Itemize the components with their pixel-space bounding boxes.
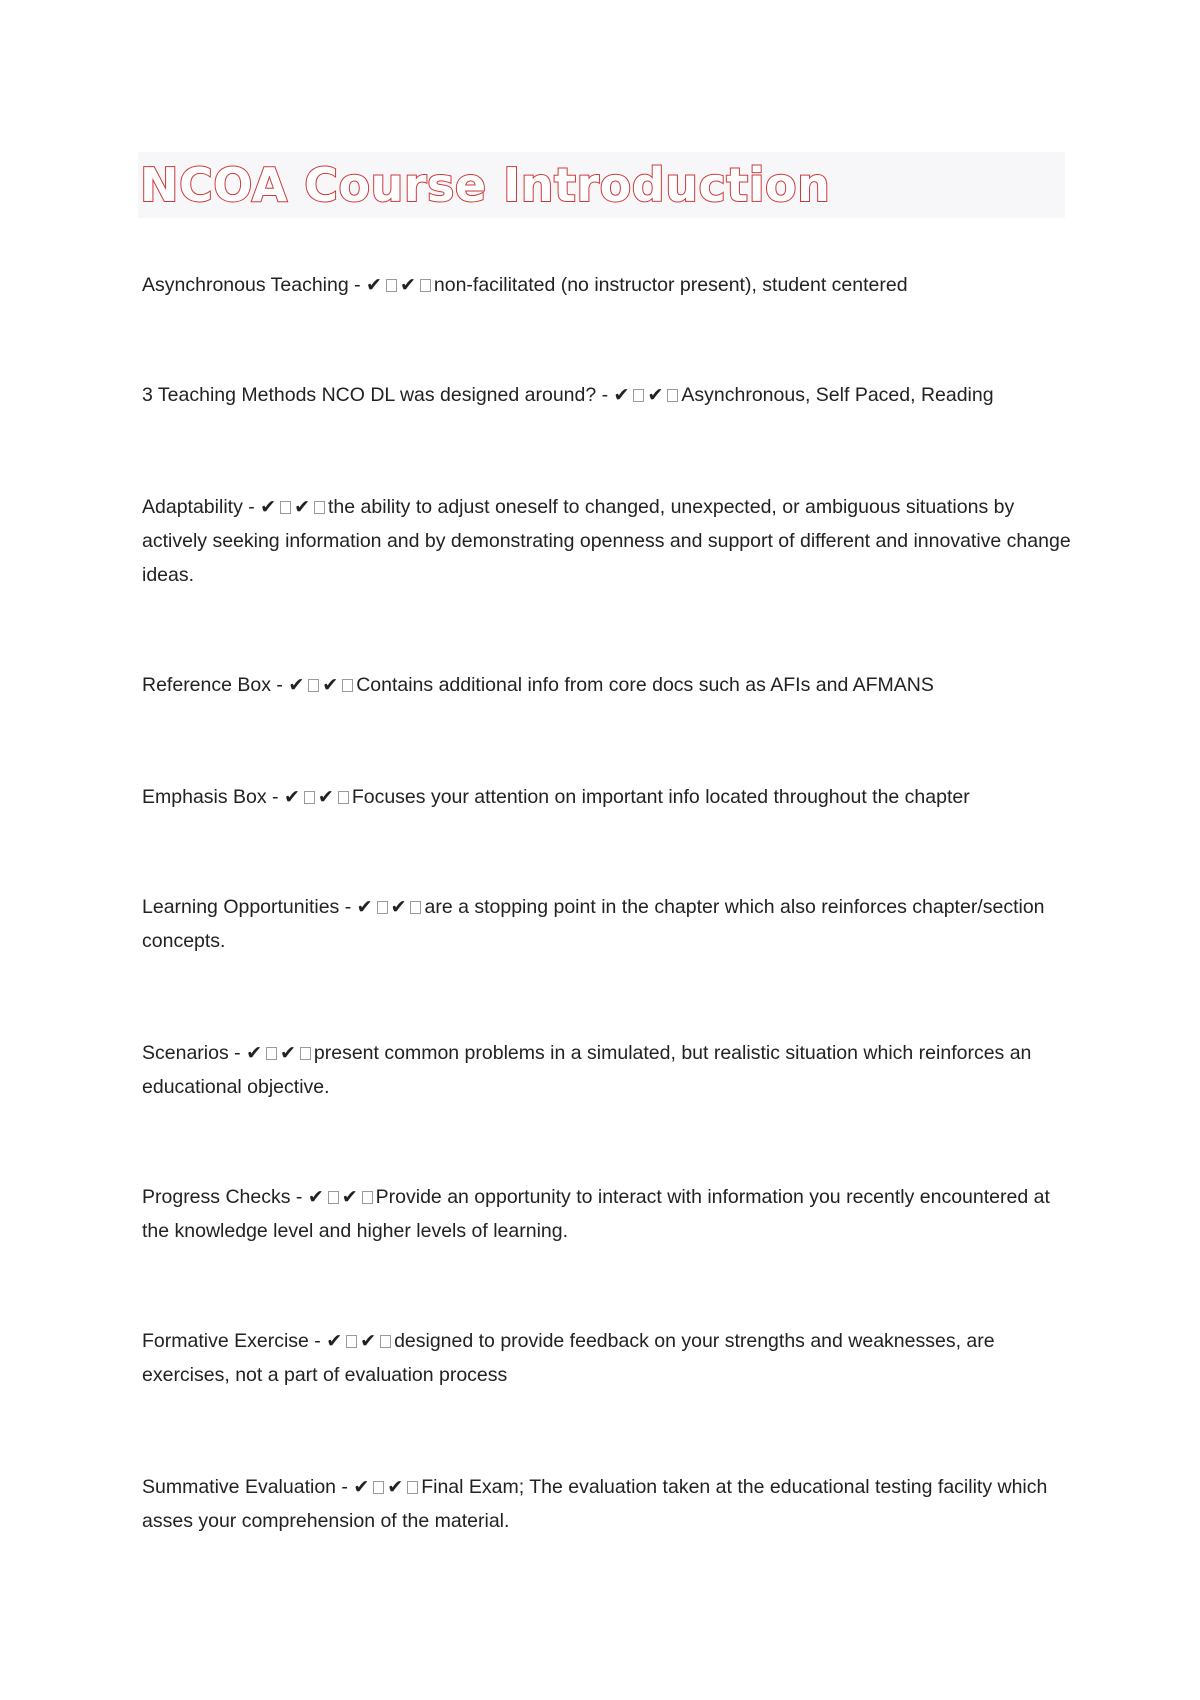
check-marks [288,674,356,696]
box-glyph-icon [280,501,291,514]
box-glyph-icon [377,901,388,914]
entry-definition: Asynchronous, Self Paced, Reading [681,384,994,406]
entry-term: Scenarios [142,1042,229,1064]
check-mark-icon: ✔ [260,496,278,518]
check-mark-icon: ✔ [360,1330,378,1352]
check-mark-icon: ✔ [366,274,383,296]
entry-term: Formative Exercise [142,1330,309,1352]
entry-separator: - [242,496,261,518]
flashcard-entry [142,268,1072,302]
check-marks [246,1042,314,1064]
entry-term: Adaptability [142,496,243,518]
box-glyph-icon [346,1335,357,1348]
entry-definition: Final Exam; The evaluation taken at the educational testing facility which asses your comprehension of the material. [142,1476,1048,1532]
box-glyph-icon [328,1191,339,1204]
check-mark-icon: ✔ [341,1186,359,1208]
box-glyph-icon [342,679,353,692]
entry-term: Reference Box [142,674,271,696]
box-glyph-icon [420,279,431,292]
entry-separator: - [596,384,614,406]
flashcard-entry [142,1180,1072,1248]
flashcard-entry [142,1036,1072,1104]
flashcard-entry [142,490,1072,592]
entry-term: 3 Teaching Methods NCO DL was designed around? [142,384,597,406]
box-glyph-icon [300,1047,311,1060]
entry-definition: present common problems in a simulated, but realistic situation which reinforces an educational objective. [142,1042,1032,1098]
flashcard-entry [142,668,1072,702]
box-glyph-icon [362,1191,373,1204]
check-mark-icon: ✔ [399,274,417,296]
check-mark-icon: ✔ [279,1042,297,1064]
check-mark-icon: ✔ [283,786,301,808]
page-title: NCOA Course Introduction [140,158,831,212]
check-marks [260,496,328,518]
box-glyph-icon [407,1481,418,1494]
check-mark-icon: ✔ [322,674,340,696]
check-mark-icon: ✔ [647,384,665,406]
box-glyph-icon [304,791,315,804]
entry-separator: - [348,274,367,296]
box-glyph-icon [410,901,421,914]
check-mark-icon: ✔ [246,1042,263,1064]
flashcard-entry [142,890,1072,958]
check-mark-icon: ✔ [307,1186,325,1208]
entry-separator: - [290,1186,308,1208]
box-glyph-icon [314,501,325,514]
flashcard-entry [142,780,1072,814]
entry-term: Progress Checks [142,1186,291,1208]
check-mark-icon: ✔ [613,384,631,406]
box-glyph-icon [373,1481,384,1494]
check-marks [326,1330,394,1352]
entry-separator: - [339,896,357,918]
entry-definition: Focuses your attention on important info located throughout the chapter [351,786,970,808]
entry-separator: - [308,1330,327,1352]
box-glyph-icon [266,1047,277,1060]
entry-definition: Contains additional info from core docs such as AFIs and AFMANS [356,674,934,696]
entry-separator: - [271,674,289,696]
check-marks [357,896,425,918]
check-marks [353,1476,421,1498]
flashcard-entry [142,1324,1072,1392]
entry-term: Summative Evaluation [142,1476,337,1498]
entry-definition: the ability to adjust oneself to changed, unexpected, or ambiguous situations by actively seeking information and by demonstrating openness and support of different and innovative change ideas. [142,496,1071,586]
check-mark-icon: ✔ [390,896,408,918]
entry-term: Emphasis Box [142,786,267,808]
entry-term: Asynchronous Teaching [142,274,349,296]
entry-term: Learning Opportunities [142,896,340,918]
check-mark-icon: ✔ [353,1476,371,1498]
entry-definition: non-facilitated (no instructor present), student centered [433,274,908,296]
check-marks [284,786,352,808]
flashcard-entry [142,378,1072,412]
box-glyph-icon [667,389,678,402]
entry-definition: are a stopping point in the chapter which also reinforces chapter/section concepts. [142,896,1045,952]
box-glyph-icon [308,679,319,692]
entry-definition: designed to provide feedback on your strengths and weaknesses, are exercises, not a part of evaluation process [142,1330,995,1386]
flashcard-entry [142,1470,1072,1538]
check-mark-icon: ✔ [387,1476,405,1498]
entry-separator: - [336,1476,354,1498]
check-mark-icon: ✔ [326,1330,344,1352]
entry-definition: Provide an opportunity to interact with information you recently encountered at the knowledge level and higher levels of learning. [142,1186,1050,1242]
check-marks [614,384,682,406]
box-glyph-icon [386,279,397,292]
check-marks [366,274,434,296]
check-mark-icon: ✔ [317,786,335,808]
check-mark-icon: ✔ [294,496,312,518]
check-mark-icon: ✔ [356,896,374,918]
check-marks [308,1186,376,1208]
box-glyph-icon [380,1335,391,1348]
entry-separator: - [228,1042,247,1064]
box-glyph-icon [338,791,349,804]
entry-separator: - [266,786,284,808]
check-mark-icon: ✔ [288,674,306,696]
box-glyph-icon [633,389,644,402]
